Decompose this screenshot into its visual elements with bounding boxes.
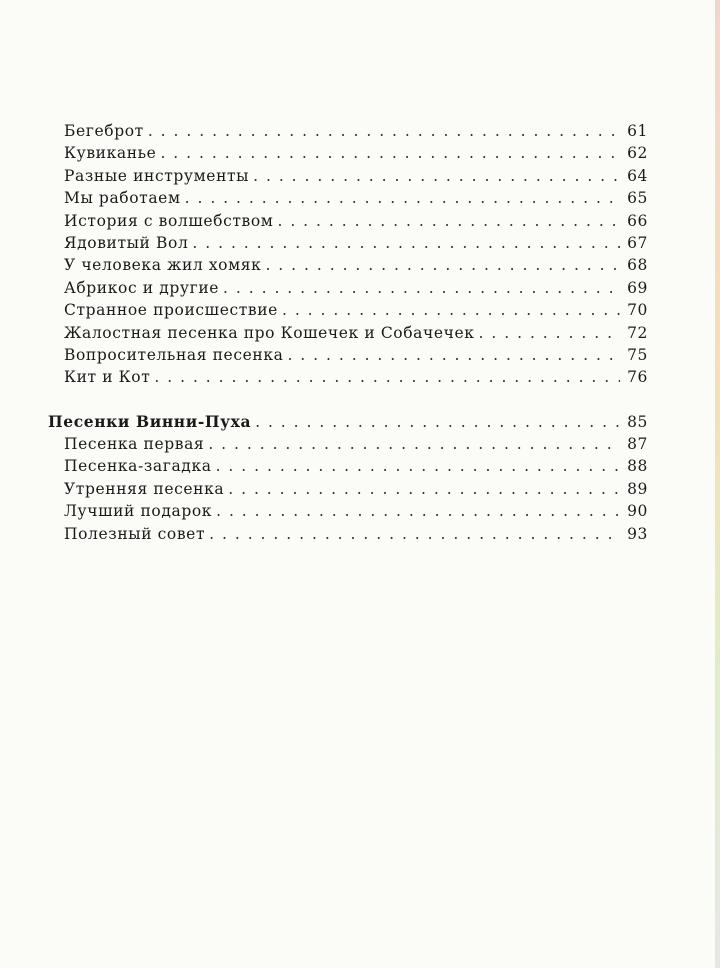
toc-entry-title: Жалостная песенка про Кошечек и Собачечек: [64, 323, 475, 342]
toc-entry-title: Разные инструменты: [64, 166, 250, 185]
page-edge: [715, 0, 720, 968]
toc-entry-page: 75: [627, 345, 648, 364]
toc-entry-page: 90: [627, 502, 648, 521]
toc-entry-page: 69: [627, 278, 648, 297]
toc-leader-dots: [160, 142, 620, 164]
toc-entry-page: 67: [627, 233, 648, 252]
toc-entry-title: У человека жил хомяк: [64, 256, 262, 275]
toc-entry-page: 89: [627, 479, 648, 498]
toc-entry[interactable]: [48, 478, 648, 500]
toc-entry-title: Странное происшествие: [64, 301, 278, 320]
toc-entry-page: 70: [627, 301, 648, 320]
toc-entry[interactable]: [48, 322, 648, 344]
toc-entry-title: Абрикос и другие: [64, 278, 220, 297]
toc-leader-dots: [209, 523, 620, 545]
toc-heading-page: 85: [627, 412, 648, 431]
toc-leader-dots: [148, 120, 620, 142]
toc-entry[interactable]: [48, 187, 648, 209]
toc-entry[interactable]: [48, 210, 648, 232]
toc-section-heading[interactable]: [48, 411, 648, 433]
toc-leader-dots: [223, 277, 620, 299]
toc-entry-page: 72: [627, 323, 648, 342]
toc-entry-title: Лучший подарок: [64, 502, 213, 521]
toc-leader-dots: [282, 299, 620, 321]
toc-entry-page: 62: [627, 144, 648, 163]
toc-leader-dots: [208, 433, 620, 455]
toc-heading-title: Песенки Винни-Пуха: [48, 411, 252, 431]
toc-entry-title: Песенка первая: [64, 435, 205, 454]
toc-entry-page: 66: [627, 211, 648, 230]
toc-entry[interactable]: [48, 344, 648, 366]
toc-entry-title: Мы работаем: [64, 189, 181, 208]
toc-leader-dots: [216, 500, 620, 522]
toc-entry[interactable]: [48, 500, 648, 522]
table-of-contents: [48, 120, 648, 545]
toc-leader-dots: [192, 232, 620, 254]
toc-entry-title: Песенка-загадка: [64, 457, 212, 476]
section-gap: [48, 389, 648, 411]
toc-entry-page: 87: [627, 435, 648, 454]
toc-entry-title: Утренняя песенка: [64, 479, 225, 498]
toc-entry[interactable]: [48, 277, 648, 299]
toc-entry-page: 65: [627, 189, 648, 208]
toc-leader-dots: [479, 322, 620, 344]
toc-entry[interactable]: [48, 120, 648, 142]
toc-entry-page: 93: [627, 524, 648, 543]
toc-entry-title: История с волшебством: [64, 211, 274, 230]
toc-leader-dots: [253, 165, 620, 187]
toc-entry-page: 61: [627, 122, 648, 140]
toc-entry-title: Бегеброт: [64, 122, 144, 140]
toc-entry[interactable]: [48, 254, 648, 276]
toc-entry[interactable]: [48, 455, 648, 477]
toc-entry-title: Полезный совет: [64, 524, 206, 543]
toc-leader-dots: [277, 210, 620, 232]
toc-entry[interactable]: [48, 523, 648, 545]
toc-entry-page: 64: [627, 166, 648, 185]
toc-entry[interactable]: [48, 165, 648, 187]
toc-entry[interactable]: [48, 366, 648, 388]
toc-entry-title: Кувиканье: [64, 144, 157, 163]
toc-entry-page: 76: [627, 368, 648, 387]
toc-leader-dots: [216, 455, 620, 477]
toc-entry-page: 88: [627, 457, 648, 476]
toc-entry-title: Ядовитый Вол: [64, 233, 189, 252]
toc-entry-page: 68: [627, 256, 648, 275]
toc-entry[interactable]: [48, 299, 648, 321]
toc-leader-dots: [228, 478, 620, 500]
toc-leader-dots: [185, 187, 620, 209]
toc-entry-title: Кит и Кот: [64, 368, 151, 387]
toc-leader-dots: [265, 254, 620, 276]
toc-entry[interactable]: [48, 142, 648, 164]
toc-leader-dots: [287, 344, 620, 366]
toc-entry[interactable]: [48, 433, 648, 455]
toc-entry[interactable]: [48, 232, 648, 254]
toc-leader-dots: [154, 366, 620, 388]
toc-entry-title: Вопросительная песенка: [64, 345, 284, 364]
toc-leader-dots: [255, 411, 620, 433]
